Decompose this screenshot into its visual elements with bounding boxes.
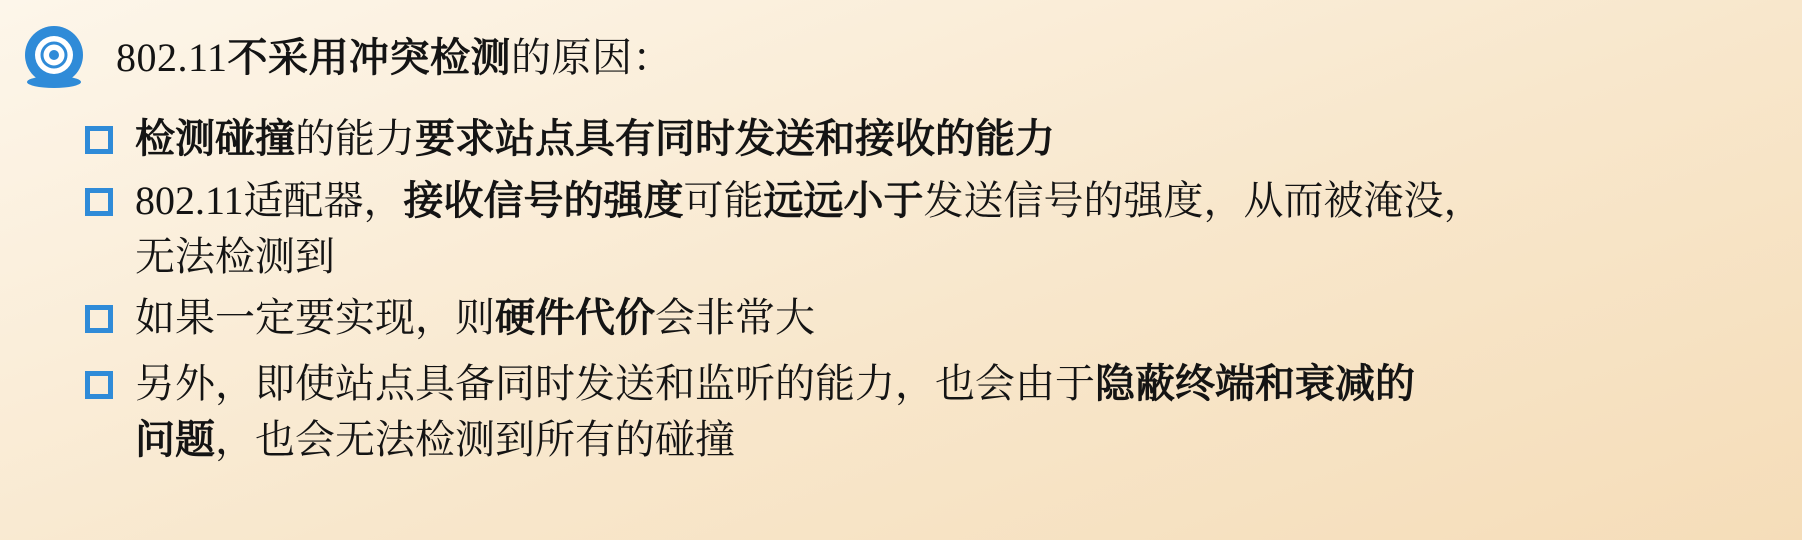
bullet-2-line-2 xyxy=(85,229,1765,285)
title-part-emphasis: 不采用冲突检测 xyxy=(227,35,512,81)
title-part-suffix: 的原因： xyxy=(511,35,674,81)
bullet-4-emphasis-2: 问题 xyxy=(135,417,215,463)
bullet-2-text-4: 无法检测到 xyxy=(135,234,335,280)
bullet-item-4 xyxy=(85,356,1765,468)
bullet-2-line-1 xyxy=(85,173,1765,229)
bullet-1-emphasis-1: 检测碰撞 xyxy=(135,116,295,162)
bullet-4-line-2 xyxy=(85,412,1765,468)
bullet-1-text-1: 的能力 xyxy=(295,116,415,162)
bullet-2-standard: 802.11 xyxy=(135,178,244,223)
slide-title-row xyxy=(14,22,673,94)
bullet-3-emphasis-1: 硬件代价 xyxy=(495,295,655,341)
bullet-3-text-1: 如果一定要实现，则 xyxy=(135,295,495,341)
camera-icon xyxy=(14,22,94,94)
bullet-2-text-3: 发送信号的强度，从而被淹没， xyxy=(923,178,1484,224)
bullet-item-2 xyxy=(85,173,1765,285)
bullet-item-1 xyxy=(85,111,1765,167)
bullet-4-emphasis-1: 隐蔽终端和衰减的 xyxy=(1095,361,1415,407)
bullet-2-emphasis-2: 远远小于 xyxy=(763,178,924,224)
bullet-3-text-2: 会非常大 xyxy=(655,295,815,341)
bullet-3-line-1 xyxy=(85,290,1765,346)
bullet-1-emphasis-2: 要求站点具有同时发送和接收的能力 xyxy=(415,116,1055,162)
page-title xyxy=(116,35,674,81)
bullet-2-text-2: 可能 xyxy=(683,178,764,224)
title-part-standard: 802.11 xyxy=(116,35,228,80)
bullet-2-emphasis-1: 接收信号的强度 xyxy=(403,178,684,224)
bullet-item-3 xyxy=(85,290,1765,346)
square-bullet-icon xyxy=(85,126,113,154)
bullet-4-text-2: ，也会无法检测到所有的碰撞 xyxy=(215,417,735,463)
bullet-1-line-1 xyxy=(85,111,1765,167)
bullet-4-text-1: 另外，即使站点具备同时发送和监听的能力，也会由于 xyxy=(135,361,1095,407)
bullet-4-line-1 xyxy=(85,356,1765,412)
bullet-2-text-1: 适配器， xyxy=(243,178,404,224)
square-bullet-icon xyxy=(85,188,113,216)
square-bullet-icon xyxy=(85,305,113,333)
square-bullet-icon xyxy=(85,371,113,399)
